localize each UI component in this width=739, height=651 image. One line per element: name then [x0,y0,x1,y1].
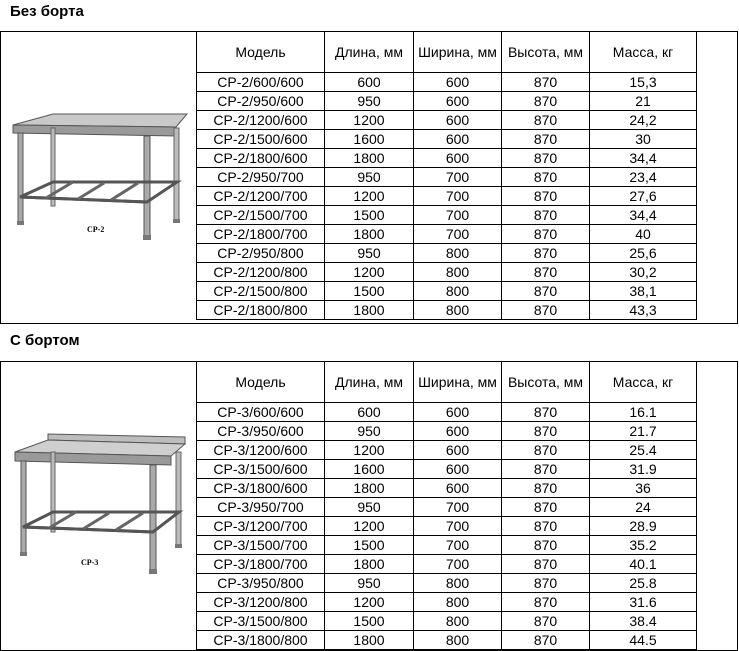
cell-width: 800 [414,593,502,612]
cell-height: 870 [502,187,590,206]
header-length: Длина, мм [325,362,414,403]
cell-width: 800 [414,263,502,282]
cell-length: 1600 [325,130,414,149]
cell-model: СР-2/950/700 [197,168,325,187]
cell-mass: 43,3 [590,301,697,320]
cell-mass: 40.1 [590,555,697,574]
section-title-with-edge: С бортом [10,332,80,349]
cell-width: 700 [414,536,502,555]
cell-model: СР-2/1500/700 [197,206,325,225]
table-row [197,263,697,282]
table-row [197,92,697,111]
cell-width: 700 [414,168,502,187]
cell-model: СР-3/950/800 [197,574,325,593]
cell-model: СР-2/1500/600 [197,130,325,149]
table-row [197,612,697,631]
header-mass: Масса, кг [590,362,697,403]
table-row [197,517,697,536]
cell-length: 1200 [325,517,414,536]
cell-mass: 38,1 [590,282,697,301]
table-row [197,282,697,301]
table-row [197,244,697,263]
cell-height: 870 [502,498,590,517]
cell-mass: 30,2 [590,263,697,282]
cell-model: СР-3/1800/700 [197,555,325,574]
cell-length: 1200 [325,441,414,460]
cell-mass: 36 [590,479,697,498]
cell-length: 600 [325,73,414,92]
cell-height: 870 [502,536,590,555]
cell-height: 870 [502,244,590,263]
cell-height: 870 [502,301,590,320]
cell-height: 870 [502,574,590,593]
cell-length: 1200 [325,187,414,206]
header-model: Модель [197,362,325,403]
cell-model: СР-2/1200/700 [197,187,325,206]
cell-mass: 24 [590,498,697,517]
table-row [197,479,697,498]
table-row [197,593,697,612]
cell-width: 600 [414,479,502,498]
cell-length: 1200 [325,263,414,282]
cell-height: 870 [502,479,590,498]
table-row [197,206,697,225]
cell-mass: 16.1 [590,403,697,422]
cell-width: 600 [414,130,502,149]
table-row [197,631,697,650]
section-title-no-edge: Без борта [10,3,84,20]
table-row [197,225,697,244]
table-header-row [197,32,697,73]
cell-model: СР-3/1200/800 [197,593,325,612]
cell-mass: 21 [590,92,697,111]
cell-mass: 34,4 [590,149,697,168]
cell-mass: 25,6 [590,244,697,263]
cell-mass: 25.8 [590,574,697,593]
cell-width: 800 [414,244,502,263]
cell-height: 870 [502,263,590,282]
cell-height: 870 [502,225,590,244]
table-row [197,555,697,574]
cell-model: СР-3/1800/800 [197,631,325,650]
cell-width: 600 [414,92,502,111]
cell-width: 700 [414,225,502,244]
table-image-cp2 [1,32,196,323]
table-row [197,498,697,517]
header-width: Ширина, мм [414,32,502,73]
worktable-with-edge-illustration [1,362,196,650]
table-row [197,149,697,168]
cell-width: 700 [414,187,502,206]
cell-length: 1500 [325,282,414,301]
cell-model: СР-2/950/800 [197,244,325,263]
cell-height: 870 [502,92,590,111]
cell-length: 1200 [325,111,414,130]
cell-model: СР-3/600/600 [197,403,325,422]
cell-width: 600 [414,149,502,168]
header-length: Длина, мм [325,32,414,73]
table-row [197,130,697,149]
cell-mass: 31.6 [590,593,697,612]
cell-model: СР-2/1800/600 [197,149,325,168]
cell-model: СР-3/1500/700 [197,536,325,555]
cell-mass: 40 [590,225,697,244]
spec-table-cp2 [196,31,697,320]
cell-length: 1800 [325,301,414,320]
cell-width: 700 [414,555,502,574]
worktable-illustration [1,32,196,323]
cell-height: 870 [502,130,590,149]
cell-model: СР-2/950/600 [197,92,325,111]
cell-length: 1800 [325,225,414,244]
table-row [197,422,697,441]
cell-height: 870 [502,168,590,187]
cell-width: 600 [414,441,502,460]
header-height: Высота, мм [502,362,590,403]
cell-mass: 27,6 [590,187,697,206]
header-width: Ширина, мм [414,362,502,403]
cell-width: 800 [414,282,502,301]
cell-model: СР-3/1500/600 [197,460,325,479]
header-height: Высота, мм [502,32,590,73]
cell-mass: 24,2 [590,111,697,130]
cell-mass: 28.9 [590,517,697,536]
cell-width: 800 [414,612,502,631]
cell-model: СР-2/1500/800 [197,282,325,301]
cell-width: 700 [414,498,502,517]
header-mass: Масса, кг [590,32,697,73]
cell-model: СР-3/1200/600 [197,441,325,460]
cell-width: 800 [414,301,502,320]
cell-height: 870 [502,422,590,441]
table-row [197,301,697,320]
cell-height: 870 [502,149,590,168]
cell-mass: 15,3 [590,73,697,92]
cell-length: 950 [325,92,414,111]
cell-height: 870 [502,517,590,536]
cell-width: 600 [414,73,502,92]
cell-model: СР-2/600/600 [197,73,325,92]
cell-model: СР-2/1800/700 [197,225,325,244]
cell-width: 800 [414,574,502,593]
spec-table-cp3 [196,361,697,650]
image-label: СР-2 [87,225,105,234]
cell-length: 950 [325,244,414,263]
table-row [197,574,697,593]
cell-height: 870 [502,403,590,422]
table-row [197,536,697,555]
cell-length: 1800 [325,631,414,650]
table-row [197,441,697,460]
table-image-cp3 [1,362,196,650]
table-header-row [197,362,697,403]
cell-length: 1800 [325,555,414,574]
cell-mass: 31.9 [590,460,697,479]
cell-model: СР-2/1200/600 [197,111,325,130]
cell-model: СР-3/950/600 [197,422,325,441]
cell-height: 870 [502,631,590,650]
image-label: СР-3 [81,558,99,567]
cell-length: 1500 [325,536,414,555]
cell-model: СР-3/1800/600 [197,479,325,498]
cell-length: 1200 [325,593,414,612]
cell-length: 950 [325,422,414,441]
cell-height: 870 [502,111,590,130]
header-model: Модель [197,32,325,73]
cell-width: 600 [414,403,502,422]
cell-mass: 35.2 [590,536,697,555]
cell-height: 870 [502,206,590,225]
cell-length: 950 [325,168,414,187]
cell-model: СР-2/1200/800 [197,263,325,282]
cell-mass: 38.4 [590,612,697,631]
table-row [197,111,697,130]
cell-mass: 23,4 [590,168,697,187]
cell-length: 1600 [325,460,414,479]
cell-width: 600 [414,422,502,441]
cell-length: 1800 [325,149,414,168]
table-row [197,460,697,479]
cell-mass: 30 [590,130,697,149]
cell-length: 1500 [325,612,414,631]
cell-height: 870 [502,73,590,92]
cell-length: 950 [325,574,414,593]
cell-height: 870 [502,282,590,301]
cell-model: СР-3/1500/800 [197,612,325,631]
table-row [197,168,697,187]
table-row [197,403,697,422]
table-row [197,187,697,206]
cell-mass: 25.4 [590,441,697,460]
table-row [197,73,697,92]
cell-width: 700 [414,517,502,536]
cell-mass: 34,4 [590,206,697,225]
cell-height: 870 [502,612,590,631]
cell-height: 870 [502,593,590,612]
cell-height: 870 [502,460,590,479]
cell-height: 870 [502,441,590,460]
table-body [197,403,697,650]
cell-model: СР-3/1200/700 [197,517,325,536]
cell-model: СР-2/1800/800 [197,301,325,320]
cell-width: 600 [414,460,502,479]
cell-length: 1800 [325,479,414,498]
cell-length: 1500 [325,206,414,225]
cell-height: 870 [502,555,590,574]
cell-mass: 44.5 [590,631,697,650]
table-body [197,73,697,320]
cell-width: 700 [414,206,502,225]
cell-length: 600 [325,403,414,422]
cell-length: 950 [325,498,414,517]
cell-width: 600 [414,111,502,130]
cell-model: СР-3/950/700 [197,498,325,517]
cell-mass: 21.7 [590,422,697,441]
cell-width: 800 [414,631,502,650]
